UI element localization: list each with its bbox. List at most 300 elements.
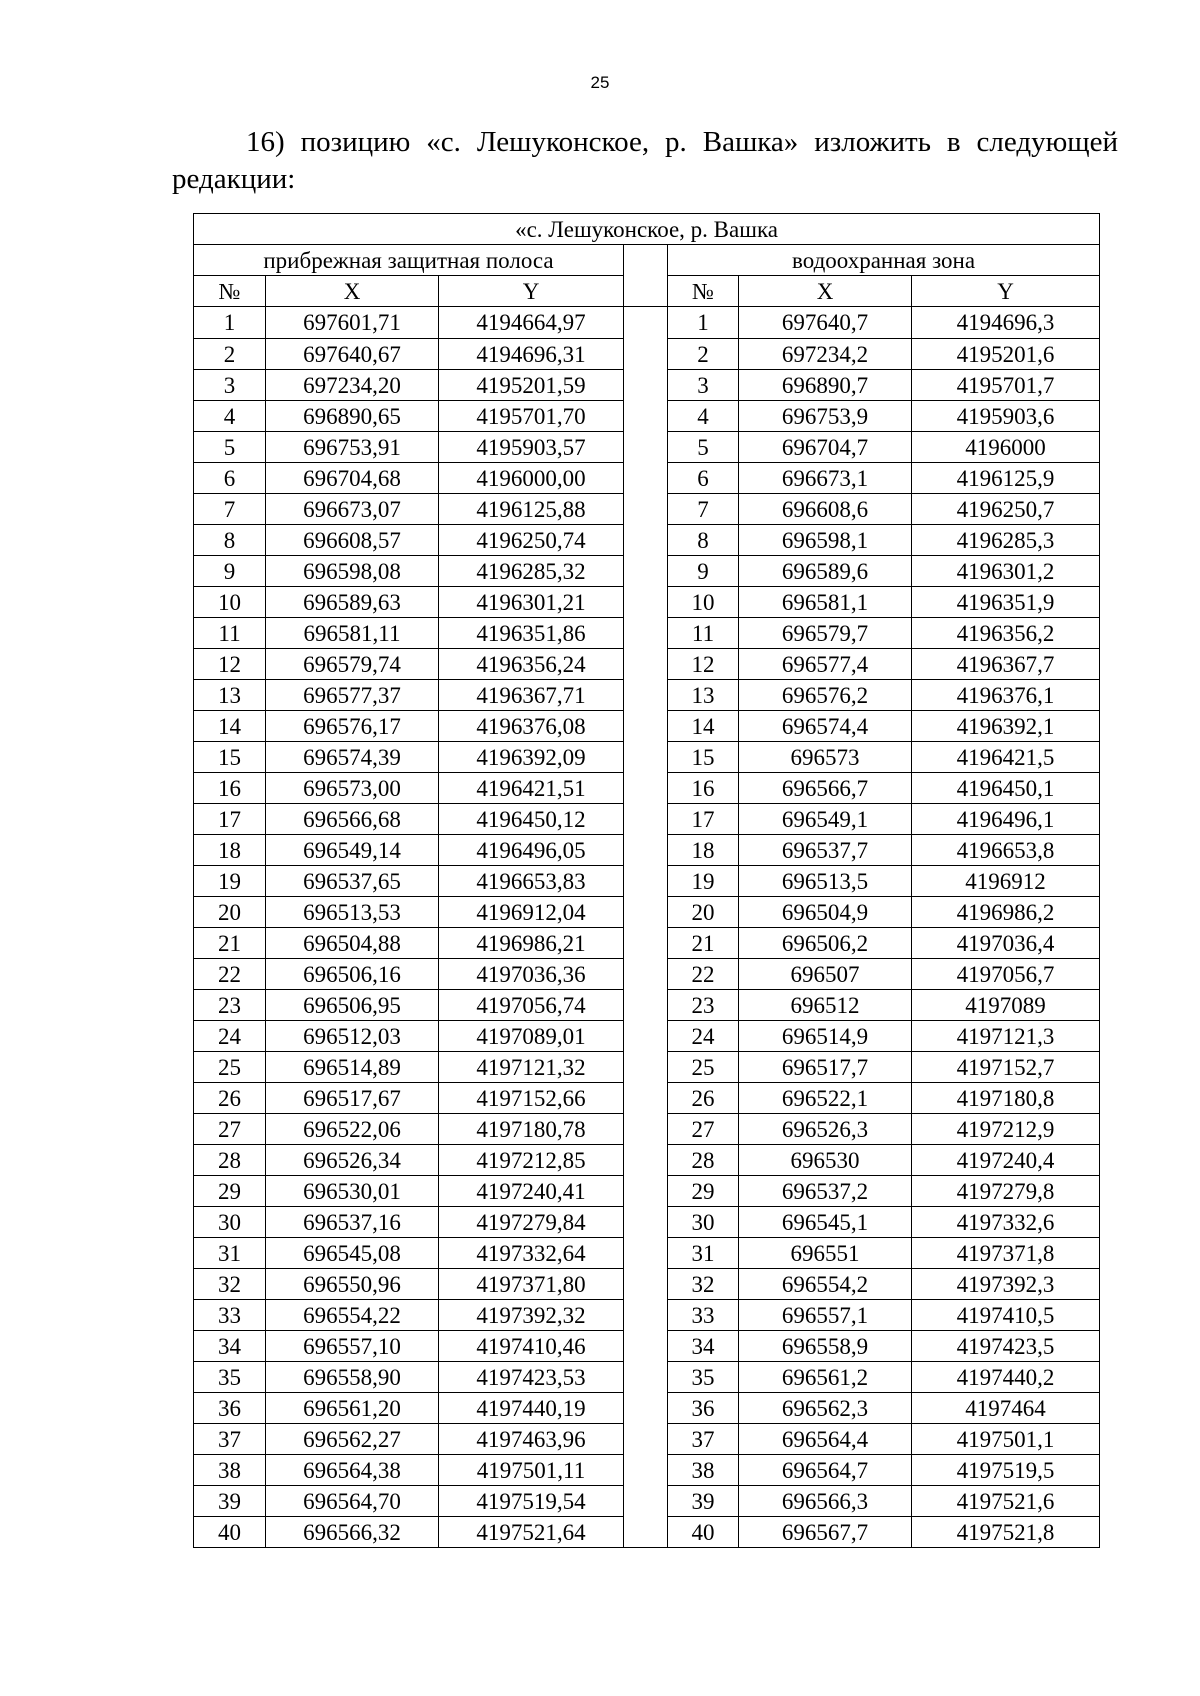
y-value-left: 4196000,00 bbox=[439, 463, 624, 494]
point-number-left: 24 bbox=[194, 1021, 266, 1052]
point-number-left: 1 bbox=[194, 307, 266, 339]
column-gap bbox=[624, 1021, 668, 1052]
x-value-right: 696566,7 bbox=[739, 773, 912, 804]
y-value-right: 4196125,9 bbox=[912, 463, 1100, 494]
y-value-right: 4196496,1 bbox=[912, 804, 1100, 835]
y-value-right: 4197464 bbox=[912, 1393, 1100, 1424]
x-value-left: 696506,95 bbox=[266, 990, 439, 1021]
y-value-left: 4196125,88 bbox=[439, 494, 624, 525]
table-row bbox=[194, 1300, 1100, 1331]
x-value-left: 696522,06 bbox=[266, 1114, 439, 1145]
point-number-right: 25 bbox=[668, 1052, 739, 1083]
y-value-right: 4195201,6 bbox=[912, 339, 1100, 370]
point-number-left: 21 bbox=[194, 928, 266, 959]
x-value-left: 696673,07 bbox=[266, 494, 439, 525]
x-value-right: 696551 bbox=[739, 1238, 912, 1269]
x-value-left: 696890,65 bbox=[266, 401, 439, 432]
table-row bbox=[194, 773, 1100, 804]
y-value-right: 4197521,8 bbox=[912, 1517, 1100, 1548]
y-value-right: 4197240,4 bbox=[912, 1145, 1100, 1176]
point-number-right: 31 bbox=[668, 1238, 739, 1269]
point-number-left: 7 bbox=[194, 494, 266, 525]
table-row bbox=[194, 587, 1100, 618]
x-value-right: 696554,2 bbox=[739, 1269, 912, 1300]
x-value-right: 696753,9 bbox=[739, 401, 912, 432]
x-value-left: 697601,71 bbox=[266, 307, 439, 339]
table-row bbox=[194, 1362, 1100, 1393]
column-gap bbox=[624, 773, 668, 804]
y-value-right: 4197279,8 bbox=[912, 1176, 1100, 1207]
point-number-left: 10 bbox=[194, 587, 266, 618]
x-value-right: 696549,1 bbox=[739, 804, 912, 835]
point-number-right: 29 bbox=[668, 1176, 739, 1207]
y-value-right: 4195701,7 bbox=[912, 370, 1100, 401]
y-value-left: 4197279,84 bbox=[439, 1207, 624, 1238]
y-value-left: 4197392,32 bbox=[439, 1300, 624, 1331]
x-value-right: 696573 bbox=[739, 742, 912, 773]
point-number-right: 8 bbox=[668, 525, 739, 556]
x-value-left: 696581,11 bbox=[266, 618, 439, 649]
table-row bbox=[194, 1517, 1100, 1548]
x-value-right: 696673,1 bbox=[739, 463, 912, 494]
y-value-left: 4197371,80 bbox=[439, 1269, 624, 1300]
table-title: «с. Лешуконское, р. Вашка bbox=[194, 214, 1100, 245]
y-value-right: 4197410,5 bbox=[912, 1300, 1100, 1331]
point-number-right: 24 bbox=[668, 1021, 739, 1052]
point-number-left: 11 bbox=[194, 618, 266, 649]
point-number-left: 29 bbox=[194, 1176, 266, 1207]
y-value-left: 4196496,05 bbox=[439, 835, 624, 866]
y-value-right: 4197371,8 bbox=[912, 1238, 1100, 1269]
table-row bbox=[194, 525, 1100, 556]
point-number-left: 12 bbox=[194, 649, 266, 680]
y-value-right: 4196250,7 bbox=[912, 494, 1100, 525]
point-number-left: 39 bbox=[194, 1486, 266, 1517]
y-value-left: 4195701,70 bbox=[439, 401, 624, 432]
x-value-right: 696576,2 bbox=[739, 680, 912, 711]
y-value-left: 4197410,46 bbox=[439, 1331, 624, 1362]
x-value-left: 696564,38 bbox=[266, 1455, 439, 1486]
column-gap bbox=[624, 928, 668, 959]
column-gap bbox=[624, 680, 668, 711]
x-value-right: 696574,4 bbox=[739, 711, 912, 742]
point-number-right: 7 bbox=[668, 494, 739, 525]
table-row bbox=[194, 897, 1100, 928]
y-value-left: 4196351,86 bbox=[439, 618, 624, 649]
column-header-x: X bbox=[266, 276, 439, 307]
column-gap bbox=[624, 897, 668, 928]
column-gap bbox=[624, 432, 668, 463]
point-number-right: 5 bbox=[668, 432, 739, 463]
y-value-right: 4196301,2 bbox=[912, 556, 1100, 587]
point-number-left: 33 bbox=[194, 1300, 266, 1331]
point-number-left: 5 bbox=[194, 432, 266, 463]
column-gap bbox=[624, 556, 668, 587]
column-header-x: X bbox=[739, 276, 912, 307]
y-value-right: 4196450,1 bbox=[912, 773, 1100, 804]
x-value-left: 696514,89 bbox=[266, 1052, 439, 1083]
y-value-left: 4197521,64 bbox=[439, 1517, 624, 1548]
y-value-left: 4196392,09 bbox=[439, 742, 624, 773]
table-row bbox=[194, 990, 1100, 1021]
x-value-left: 696579,74 bbox=[266, 649, 439, 680]
y-value-left: 4196367,71 bbox=[439, 680, 624, 711]
y-value-right: 4196392,1 bbox=[912, 711, 1100, 742]
table-row bbox=[194, 494, 1100, 525]
y-value-left: 4196653,83 bbox=[439, 866, 624, 897]
table-row bbox=[194, 401, 1100, 432]
column-gap bbox=[624, 835, 668, 866]
point-number-right: 22 bbox=[668, 959, 739, 990]
x-value-right: 696581,1 bbox=[739, 587, 912, 618]
y-value-left: 4196250,74 bbox=[439, 525, 624, 556]
point-number-left: 6 bbox=[194, 463, 266, 494]
column-gap bbox=[624, 1207, 668, 1238]
column-gap bbox=[624, 1269, 668, 1300]
column-gap bbox=[624, 1362, 668, 1393]
y-value-left: 4197423,53 bbox=[439, 1362, 624, 1393]
point-number-right: 39 bbox=[668, 1486, 739, 1517]
x-value-left: 696512,03 bbox=[266, 1021, 439, 1052]
table-row bbox=[194, 1176, 1100, 1207]
y-value-left: 4197036,36 bbox=[439, 959, 624, 990]
point-number-right: 15 bbox=[668, 742, 739, 773]
point-number-left: 25 bbox=[194, 1052, 266, 1083]
y-value-right: 4196356,2 bbox=[912, 618, 1100, 649]
y-value-left: 4197501,11 bbox=[439, 1455, 624, 1486]
x-value-left: 696566,68 bbox=[266, 804, 439, 835]
y-value-right: 4197440,2 bbox=[912, 1362, 1100, 1393]
table-row bbox=[194, 711, 1100, 742]
point-number-right: 17 bbox=[668, 804, 739, 835]
y-value-right: 4197121,3 bbox=[912, 1021, 1100, 1052]
x-value-left: 696589,63 bbox=[266, 587, 439, 618]
column-gap bbox=[624, 370, 668, 401]
y-value-left: 4197519,54 bbox=[439, 1486, 624, 1517]
x-value-right: 696537,7 bbox=[739, 835, 912, 866]
coordinates-table bbox=[193, 213, 1100, 1548]
y-value-right: 4197392,3 bbox=[912, 1269, 1100, 1300]
x-value-left: 696537,65 bbox=[266, 866, 439, 897]
x-value-left: 696561,20 bbox=[266, 1393, 439, 1424]
column-gap bbox=[624, 463, 668, 494]
point-number-left: 9 bbox=[194, 556, 266, 587]
y-value-right: 4197056,7 bbox=[912, 959, 1100, 990]
x-value-right: 696504,9 bbox=[739, 897, 912, 928]
point-number-right: 4 bbox=[668, 401, 739, 432]
y-value-right: 4197521,6 bbox=[912, 1486, 1100, 1517]
point-number-right: 6 bbox=[668, 463, 739, 494]
table-row bbox=[194, 618, 1100, 649]
y-value-right: 4197036,4 bbox=[912, 928, 1100, 959]
y-value-right: 4196912 bbox=[912, 866, 1100, 897]
point-number-left: 37 bbox=[194, 1424, 266, 1455]
table-row bbox=[194, 1052, 1100, 1083]
y-value-left: 4194696,31 bbox=[439, 339, 624, 370]
x-value-right: 696567,7 bbox=[739, 1517, 912, 1548]
y-value-left: 4196450,12 bbox=[439, 804, 624, 835]
x-value-right: 696513,5 bbox=[739, 866, 912, 897]
x-value-right: 696704,7 bbox=[739, 432, 912, 463]
column-gap bbox=[624, 1486, 668, 1517]
table-row bbox=[194, 1238, 1100, 1269]
column-header-number: № bbox=[194, 276, 266, 307]
page-number: 25 bbox=[590, 73, 610, 92]
y-value-left: 4196421,51 bbox=[439, 773, 624, 804]
x-value-right: 697640,7 bbox=[739, 307, 912, 339]
y-value-right: 4197089 bbox=[912, 990, 1100, 1021]
column-gap bbox=[624, 618, 668, 649]
y-value-right: 4196986,2 bbox=[912, 897, 1100, 928]
y-value-right: 4196285,3 bbox=[912, 525, 1100, 556]
x-value-left: 696564,70 bbox=[266, 1486, 439, 1517]
x-value-left: 696566,32 bbox=[266, 1517, 439, 1548]
y-value-left: 4197440,19 bbox=[439, 1393, 624, 1424]
point-number-left: 32 bbox=[194, 1269, 266, 1300]
column-gap bbox=[624, 649, 668, 680]
table-row bbox=[194, 649, 1100, 680]
x-value-left: 696704,68 bbox=[266, 463, 439, 494]
table-row bbox=[194, 1114, 1100, 1145]
point-number-right: 38 bbox=[668, 1455, 739, 1486]
point-number-left: 2 bbox=[194, 339, 266, 370]
x-value-left: 696526,34 bbox=[266, 1145, 439, 1176]
x-value-right: 696564,4 bbox=[739, 1424, 912, 1455]
y-value-right: 4197212,9 bbox=[912, 1114, 1100, 1145]
table-row bbox=[194, 928, 1100, 959]
x-value-left: 696537,16 bbox=[266, 1207, 439, 1238]
column-gap bbox=[624, 1083, 668, 1114]
x-value-right: 696537,2 bbox=[739, 1176, 912, 1207]
point-number-right: 32 bbox=[668, 1269, 739, 1300]
column-gap bbox=[624, 959, 668, 990]
table-row bbox=[194, 339, 1100, 370]
point-number-left: 36 bbox=[194, 1393, 266, 1424]
point-number-right: 12 bbox=[668, 649, 739, 680]
y-value-right: 4197180,8 bbox=[912, 1083, 1100, 1114]
column-gap bbox=[624, 1393, 668, 1424]
point-number-left: 8 bbox=[194, 525, 266, 556]
column-gap bbox=[624, 494, 668, 525]
y-value-left: 4197212,85 bbox=[439, 1145, 624, 1176]
y-value-left: 4196285,32 bbox=[439, 556, 624, 587]
x-value-right: 696517,7 bbox=[739, 1052, 912, 1083]
table-row bbox=[194, 1455, 1100, 1486]
column-gap bbox=[624, 990, 668, 1021]
point-number-right: 34 bbox=[668, 1331, 739, 1362]
y-value-left: 4197152,66 bbox=[439, 1083, 624, 1114]
y-value-right: 4197519,5 bbox=[912, 1455, 1100, 1486]
point-number-right: 9 bbox=[668, 556, 739, 587]
column-gap bbox=[624, 587, 668, 618]
x-value-right: 696557,1 bbox=[739, 1300, 912, 1331]
y-value-left: 4196301,21 bbox=[439, 587, 624, 618]
y-value-left: 4197240,41 bbox=[439, 1176, 624, 1207]
point-number-left: 26 bbox=[194, 1083, 266, 1114]
x-value-right: 696562,3 bbox=[739, 1393, 912, 1424]
y-value-left: 4197332,64 bbox=[439, 1238, 624, 1269]
x-value-left: 697234,20 bbox=[266, 370, 439, 401]
group-header-coastal-strip: прибрежная защитная полоса bbox=[194, 245, 624, 276]
table-row bbox=[194, 1331, 1100, 1362]
table-row bbox=[194, 1393, 1100, 1424]
point-number-right: 36 bbox=[668, 1393, 739, 1424]
point-number-right: 33 bbox=[668, 1300, 739, 1331]
column-gap bbox=[624, 711, 668, 742]
table-row bbox=[194, 866, 1100, 897]
x-value-right: 696579,7 bbox=[739, 618, 912, 649]
y-value-right: 4197423,5 bbox=[912, 1331, 1100, 1362]
column-header-y: Y bbox=[912, 276, 1100, 307]
table-row bbox=[194, 804, 1100, 835]
y-value-right: 4194696,3 bbox=[912, 307, 1100, 339]
x-value-left: 696576,17 bbox=[266, 711, 439, 742]
column-gap bbox=[624, 1176, 668, 1207]
column-gap bbox=[624, 1331, 668, 1362]
x-value-left: 696549,14 bbox=[266, 835, 439, 866]
x-value-left: 696573,00 bbox=[266, 773, 439, 804]
column-header-number: № bbox=[668, 276, 739, 307]
point-number-left: 15 bbox=[194, 742, 266, 773]
table-row bbox=[194, 742, 1100, 773]
x-value-right: 696598,1 bbox=[739, 525, 912, 556]
point-number-right: 11 bbox=[668, 618, 739, 649]
x-value-left: 696504,88 bbox=[266, 928, 439, 959]
y-value-left: 4197089,01 bbox=[439, 1021, 624, 1052]
x-value-left: 696545,08 bbox=[266, 1238, 439, 1269]
table-row bbox=[194, 1269, 1100, 1300]
column-gap bbox=[624, 866, 668, 897]
point-number-right: 10 bbox=[668, 587, 739, 618]
column-header-y: Y bbox=[439, 276, 624, 307]
column-gap bbox=[624, 1114, 668, 1145]
point-number-right: 16 bbox=[668, 773, 739, 804]
x-value-right: 696558,9 bbox=[739, 1331, 912, 1362]
point-number-left: 14 bbox=[194, 711, 266, 742]
point-number-left: 40 bbox=[194, 1517, 266, 1548]
x-value-left: 696506,16 bbox=[266, 959, 439, 990]
column-gap bbox=[624, 742, 668, 773]
table-row bbox=[194, 463, 1100, 494]
y-value-right: 4196000 bbox=[912, 432, 1100, 463]
column-gap bbox=[624, 339, 668, 370]
x-value-left: 696513,53 bbox=[266, 897, 439, 928]
point-number-left: 31 bbox=[194, 1238, 266, 1269]
y-value-right: 4196421,5 bbox=[912, 742, 1100, 773]
column-gap bbox=[624, 401, 668, 432]
y-value-right: 4197501,1 bbox=[912, 1424, 1100, 1455]
point-number-left: 17 bbox=[194, 804, 266, 835]
column-gap bbox=[624, 1517, 668, 1548]
point-number-right: 30 bbox=[668, 1207, 739, 1238]
point-number-right: 28 bbox=[668, 1145, 739, 1176]
table-row bbox=[194, 1486, 1100, 1517]
point-number-right: 37 bbox=[668, 1424, 739, 1455]
y-value-left: 4196912,04 bbox=[439, 897, 624, 928]
table-row bbox=[194, 1145, 1100, 1176]
x-value-left: 696558,90 bbox=[266, 1362, 439, 1393]
table-row bbox=[194, 1021, 1100, 1052]
table-row bbox=[194, 432, 1100, 463]
y-value-right: 4196351,9 bbox=[912, 587, 1100, 618]
point-number-right: 21 bbox=[668, 928, 739, 959]
point-number-right: 14 bbox=[668, 711, 739, 742]
y-value-right: 4195903,6 bbox=[912, 401, 1100, 432]
x-value-right: 696608,6 bbox=[739, 494, 912, 525]
column-gap bbox=[624, 1424, 668, 1455]
column-gap bbox=[624, 804, 668, 835]
x-value-right: 696545,1 bbox=[739, 1207, 912, 1238]
point-number-right: 27 bbox=[668, 1114, 739, 1145]
table-row bbox=[194, 307, 1100, 339]
amendment-paragraph: 16) позицию «с. Лешуконское, р. Вашка» изложить в следующей редакции: bbox=[172, 126, 1118, 195]
y-value-right: 4197332,6 bbox=[912, 1207, 1100, 1238]
point-number-right: 23 bbox=[668, 990, 739, 1021]
point-number-left: 20 bbox=[194, 897, 266, 928]
y-value-right: 4196367,7 bbox=[912, 649, 1100, 680]
x-value-left: 696530,01 bbox=[266, 1176, 439, 1207]
point-number-right: 19 bbox=[668, 866, 739, 897]
x-value-right: 696589,6 bbox=[739, 556, 912, 587]
table-row bbox=[194, 1083, 1100, 1114]
column-gap bbox=[624, 1455, 668, 1486]
x-value-left: 696554,22 bbox=[266, 1300, 439, 1331]
point-number-right: 26 bbox=[668, 1083, 739, 1114]
y-value-left: 4194664,97 bbox=[439, 307, 624, 339]
group-header-water-zone: водоохранная зона bbox=[668, 245, 1100, 276]
x-value-left: 696550,96 bbox=[266, 1269, 439, 1300]
table-row bbox=[194, 959, 1100, 990]
point-number-left: 34 bbox=[194, 1331, 266, 1362]
point-number-left: 19 bbox=[194, 866, 266, 897]
x-value-right: 696507 bbox=[739, 959, 912, 990]
column-gap bbox=[624, 1300, 668, 1331]
y-value-left: 4196986,21 bbox=[439, 928, 624, 959]
y-value-left: 4197056,74 bbox=[439, 990, 624, 1021]
column-gap bbox=[624, 1238, 668, 1269]
table-row bbox=[194, 835, 1100, 866]
point-number-right: 1 bbox=[668, 307, 739, 339]
point-number-left: 27 bbox=[194, 1114, 266, 1145]
x-value-left: 697640,67 bbox=[266, 339, 439, 370]
x-value-left: 696753,91 bbox=[266, 432, 439, 463]
point-number-left: 35 bbox=[194, 1362, 266, 1393]
y-value-left: 4197180,78 bbox=[439, 1114, 624, 1145]
point-number-left: 13 bbox=[194, 680, 266, 711]
point-number-right: 40 bbox=[668, 1517, 739, 1548]
point-number-left: 38 bbox=[194, 1455, 266, 1486]
y-value-right: 4196376,1 bbox=[912, 680, 1100, 711]
y-value-left: 4195903,57 bbox=[439, 432, 624, 463]
point-number-left: 4 bbox=[194, 401, 266, 432]
point-number-right: 35 bbox=[668, 1362, 739, 1393]
point-number-left: 3 bbox=[194, 370, 266, 401]
x-value-left: 696577,37 bbox=[266, 680, 439, 711]
x-value-right: 696890,7 bbox=[739, 370, 912, 401]
x-value-left: 696557,10 bbox=[266, 1331, 439, 1362]
column-gap bbox=[624, 307, 668, 339]
table-row bbox=[194, 1207, 1100, 1238]
x-value-right: 696566,3 bbox=[739, 1486, 912, 1517]
point-number-left: 22 bbox=[194, 959, 266, 990]
x-value-right: 696526,3 bbox=[739, 1114, 912, 1145]
y-value-left: 4196376,08 bbox=[439, 711, 624, 742]
x-value-right: 696514,9 bbox=[739, 1021, 912, 1052]
column-gap bbox=[624, 245, 668, 307]
x-value-right: 697234,2 bbox=[739, 339, 912, 370]
point-number-left: 16 bbox=[194, 773, 266, 804]
point-number-left: 18 bbox=[194, 835, 266, 866]
